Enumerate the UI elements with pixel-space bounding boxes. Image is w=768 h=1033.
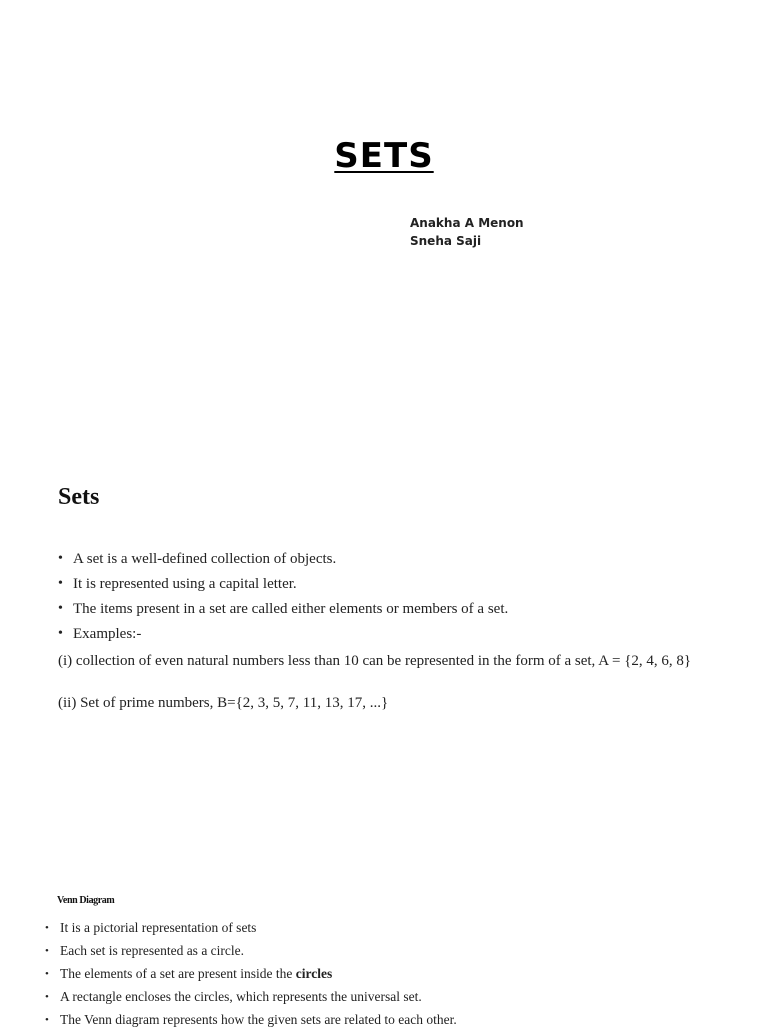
list-item — [58, 573, 723, 598]
list-item-text: The Venn diagram represents how the given sets are related to each other. — [60, 1012, 457, 1027]
list-item-text: Each set is represented as a circle. — [60, 943, 245, 958]
bullet-icon: • — [58, 576, 63, 591]
bullet-icon: • — [58, 626, 63, 641]
bullet-icon: • — [45, 922, 49, 934]
emphasized-text: circles — [295, 966, 333, 981]
list-item — [58, 548, 723, 573]
list-item — [45, 918, 735, 941]
example-text: (ii) Set of prime numbers, B={2, 3, 5, 7, 11, 13, 17, ...} — [58, 695, 389, 711]
list-item-text: A set is a well-defined collection of objects. — [73, 551, 337, 567]
example-text: (i) collection of even natural numbers less than 10 can be represented in the form of a set, A = {2, 4, 6, 8} — [58, 653, 692, 669]
list-item-text: A rectangle encloses the circles, which represents the universal set. — [60, 989, 422, 1004]
venn-diagram-heading: Venn Diagram — [57, 895, 115, 906]
list-item — [45, 941, 735, 964]
list-item-text: The elements of a set are present inside the — [60, 966, 296, 981]
list-item-text: The items present in a set are called either elements or members of a set. — [73, 601, 509, 617]
list-item — [58, 623, 723, 648]
document-title: SETS — [334, 136, 434, 176]
bullet-icon: • — [45, 1014, 49, 1026]
author-name: Anakha A Menon — [410, 216, 524, 230]
bullet-icon: • — [45, 945, 49, 957]
author-list — [410, 214, 524, 250]
bullet-icon: • — [58, 551, 63, 566]
list-item — [58, 598, 723, 623]
venn-bullet-list — [45, 918, 735, 1033]
list-item — [45, 964, 735, 987]
bullet-icon: • — [45, 991, 49, 1003]
bullet-icon: • — [58, 601, 63, 616]
author-name: Sneha Saji — [410, 234, 482, 248]
list-item-text: It is represented using a capital letter. — [73, 576, 297, 592]
list-item-text: Examples:- — [73, 626, 142, 642]
sets-heading: Sets — [58, 484, 100, 510]
list-item — [45, 1010, 735, 1033]
bullet-icon: • — [45, 968, 49, 980]
list-item — [45, 987, 735, 1010]
list-item-text: It is a pictorial representation of sets — [60, 920, 257, 935]
sets-bullet-list — [58, 548, 723, 648]
